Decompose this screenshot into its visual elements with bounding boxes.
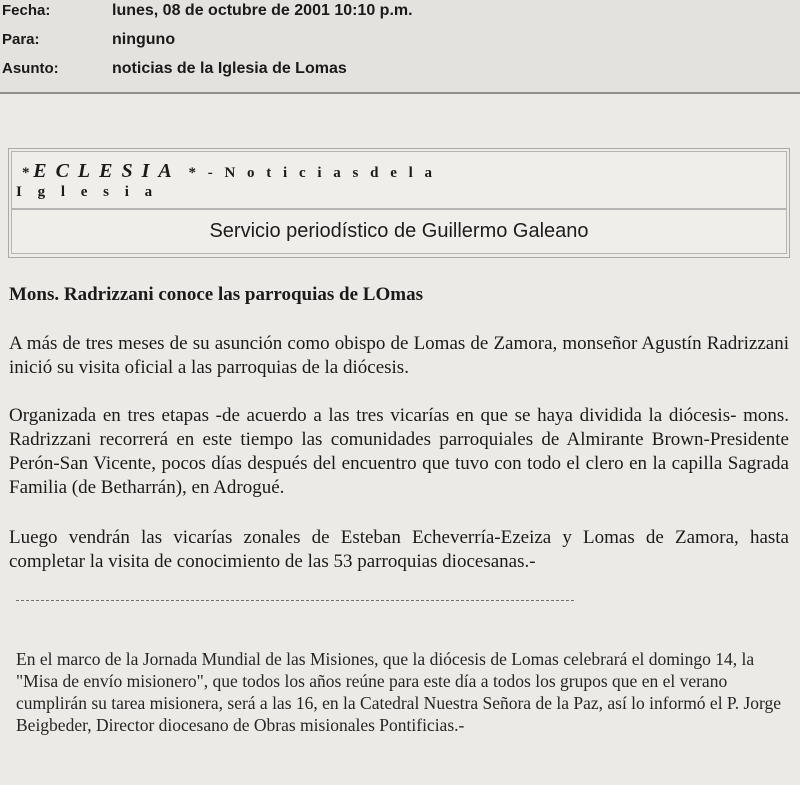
asunto-label: Asunto: [2, 60, 59, 77]
article-paragraph-2: Organizada en tres etapas -de acuerdo a las tres vicarías en que se haya dividida la diócesis- mons. Radrizzani recorrerá en este tiempo las comunidades parroquiales de Almirante Brown-Presidente Perón-San Vicente, pocos días después del encuentro que tuvo con todo el clero en la capilla Sagrada Familia (de Betharrán), en Adrogué. [9, 405, 789, 498]
newsletter-banner [8, 148, 790, 258]
fecha-value: lunes, 08 de octubre de 2001 10:10 p.m. [112, 2, 413, 19]
article-title: Mons. Radrizzani conoce las parroquias de LOmas [9, 284, 423, 305]
article-paragraph-4: En el marco de la Jornada Mundial de las Misiones, que la diócesis de Lomas celebrará el domingo 14, la "Misa de envío misionero", que todos los años reúne para este día a todos los grupos que en el verano cumplirán su tarea misionera, será a las 16, en la Catedral Nuestra Señora de la Paz, así lo informó el P. Jorge Beigbeder, Director diocesano de Obras misionales Pontificias.- [16, 649, 782, 735]
para-value: ninguno [112, 31, 176, 48]
article-paragraph-3: Luego vendrán las vicarías zonales de Esteban Echeverría-Ezeiza y Lomas de Zamora, hasta completar la visita de conocimiento de las 53 parroquias diocesanas.- [9, 527, 789, 572]
banner-word-eclesia: ECLESIA [33, 160, 181, 182]
article-paragraph-1: A más de tres meses de su asunción como obispo de Lomas de Zamora, monseñor Agustín Radrizzani inició su visita oficial a las parroquias de la diócesis. [9, 333, 789, 378]
banner-subtitle: Servicio periodístico de Guillermo Galeano [11, 209, 787, 254]
banner-title-box [11, 151, 787, 209]
banner-title-line2: I g l e s i a [16, 184, 159, 200]
email-header [0, 0, 800, 94]
para-label: Para: [2, 31, 40, 48]
banner-suffix: * - N o t i c i a s d e l a [180, 165, 437, 181]
separator-line [16, 600, 574, 601]
banner-prefix: * [22, 165, 34, 181]
asunto-value: noticias de la Iglesia de Lomas [112, 60, 347, 77]
fecha-label: Fecha: [2, 2, 51, 19]
banner-title-line1 [22, 160, 436, 183]
